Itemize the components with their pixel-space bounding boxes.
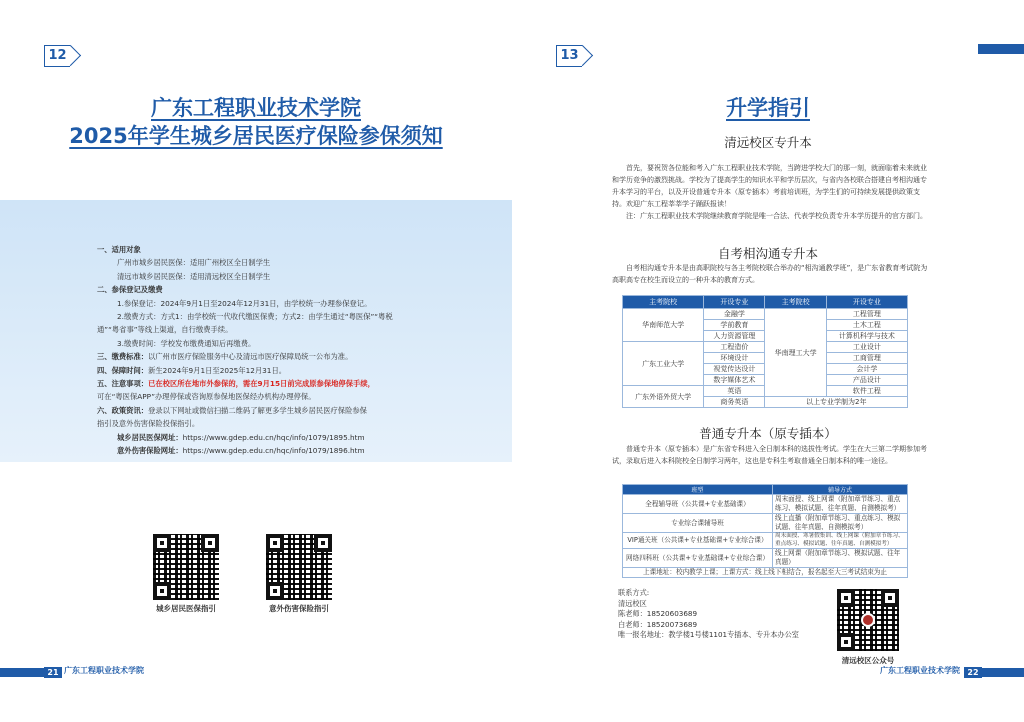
footer-page-number-left: 21 xyxy=(44,667,62,678)
class-address-cell: 上课地址：校内教学上课；上课方式：线上线下相结合，报名起至大三考试结束为止 xyxy=(623,568,908,578)
method-cell: 线上直播（附加章节练习、重点练习、模拟试题、往年真题、自测模拟考） xyxy=(773,514,908,533)
major-cell: 环境设计 xyxy=(704,353,765,364)
major-cell: 人力资源管理 xyxy=(704,331,765,342)
major-cell: 工商管理 xyxy=(826,353,907,364)
qr-label-accident: 意外伤害保险指引 xyxy=(269,604,329,613)
page-number-badge-right: 13 xyxy=(556,45,582,67)
major-cell: 土木工程 xyxy=(826,320,907,331)
major-cell: 计算机科学与技术 xyxy=(826,331,907,342)
note-paragraph: 注：广东工程职业技术学院继续教育学院是唯一合法、代表学校负责专升本学历提升的官方部门。 xyxy=(626,212,927,220)
footer-bar-right xyxy=(982,668,1024,677)
method-cell: 线上网课（附加章节练习、模拟试题、往年真题） xyxy=(773,549,908,568)
qr-label-qingyuan: 清远校区公众号 xyxy=(841,656,895,665)
notice-line: 指引及意外伤害保险投保指引。 xyxy=(97,419,200,429)
qr-label-medical: 城乡居民医保指引 xyxy=(156,604,216,613)
major-cell: 英语 xyxy=(704,386,765,397)
table-header: 开设专业 xyxy=(826,296,907,309)
class-type-cell: 专业综合课辅导班 xyxy=(623,514,773,533)
school-cell: 华南理工大学 xyxy=(765,309,826,397)
course-types-table xyxy=(622,484,908,578)
footer-bar-left xyxy=(0,668,44,677)
zikao-majors-table xyxy=(622,295,908,408)
notice-text: 新生2024年9月1日至2025年12月31日。 xyxy=(148,365,287,375)
major-cell: 数字媒体艺术 xyxy=(704,375,765,386)
duration-note-cell: 以上专业学制为2年 xyxy=(765,397,908,408)
notice-text: 以广州市医疗保险服务中心及清远市医疗保障局统一公布为准。 xyxy=(148,352,353,362)
major-cell: 工程管理 xyxy=(826,309,907,320)
school-cell: 广东工业大学 xyxy=(623,342,704,386)
notice-line: 3.缴费时间：学校发布缴费通知后再缴费。 xyxy=(117,338,256,348)
notice-line: 可在“粤医保APP”办理停保或咨询原参保地医保经办机构办理停保。 xyxy=(97,392,316,402)
corner-tab xyxy=(978,44,1024,54)
table-header: 辅导方式 xyxy=(773,485,908,495)
section-1-heading: 一、适用对象 xyxy=(97,245,141,254)
left-title-line1: 广东工程职业技术学院 xyxy=(151,96,361,120)
notice-line: 通”“粤省事”等线上渠道，自行缴费手续。 xyxy=(97,325,233,335)
insurance-notice xyxy=(97,243,427,458)
page-number-badge-left: 12 xyxy=(44,45,70,67)
major-cell: 商务英语 xyxy=(704,397,765,408)
putong-paragraph: 普通专升本（原专插本）是广东省专科进入全日制本科的选拔性考试。学生在大三第二学期参加考试，录取后进入本科院校全日制学习两年，这也是专科生考取普通全日制本科的唯一途径。 xyxy=(612,445,927,465)
section-title-putong: 普通专升本（原专插本） xyxy=(699,426,837,441)
major-cell: 产品设计 xyxy=(826,375,907,386)
insurance-link-url[interactable]: https://www.gdep.edu.cn/hqc/info/1079/1895.htm xyxy=(182,432,365,442)
left-title-line2: 2025年学生城乡居民医疗保险参保须知 xyxy=(69,124,443,148)
section-2-heading: 二、参保登记及缴费 xyxy=(97,285,163,295)
major-cell: 会计学 xyxy=(826,364,907,375)
link-label: 意外伤害保险网址： xyxy=(117,446,183,456)
intro-paragraph: 首先，要祝贺各位能和考入广东工程职业技术学院，当跨进学校大门的那一刻，就面临着未来就业和学历竞争的激烈挑战。学校为了提高学生的知识水平和学历层次，与省内各校联合搭建自考相沟通专升本学习的平台，以及开设普通专升本（原专插本）考前培训班，为学生们的可持续发展提供政策支持。欢迎广东工程莘莘学子踊跃报读！ xyxy=(612,164,927,208)
contact-address: 唯一报名地址：教学楼1号楼1101专插本、专升本办公室 xyxy=(618,630,799,640)
major-cell: 工业设计 xyxy=(826,342,907,353)
major-cell: 视觉传达设计 xyxy=(704,364,765,375)
notice-line: 1.参保登记：2024年9月1日至2024年12月31日，由学校统一办理参保登记。 xyxy=(117,298,372,308)
class-type-cell: 网络四科班（公共课+专业基础课+专业综合课） xyxy=(623,549,773,568)
method-cell: 周末面授、线上网课（附加章节练习、重点练习、模拟试题、往年真题、自测模拟考） xyxy=(773,495,908,514)
accident-link-url[interactable]: https://www.gdep.edu.cn/hqc/info/1079/1896.htm xyxy=(182,446,365,456)
zikao-paragraph: 自考相沟通专升本是由高职院校与各主考院校联合举办的“相沟通教学班”，是广东省教育考试院为高职高专在校生而设立的一种升本的教育方式。 xyxy=(612,264,928,284)
contact-label: 联系方式: xyxy=(618,588,650,597)
contact-campus: 清远校区 xyxy=(618,598,647,608)
table-header: 开设专业 xyxy=(704,296,765,309)
warning-text: 已在校区所在地市外参保的，需在9月15日前完成原参保地停保手续， xyxy=(148,379,375,389)
table-header: 主考院校 xyxy=(623,296,704,309)
notice-text: 登录以下网址或微信扫描二维码了解更多学生城乡居民医疗保险参保 xyxy=(148,405,367,415)
qr-code-accident xyxy=(266,534,332,600)
major-cell: 工程造价 xyxy=(704,342,765,353)
section-4-heading: 四、保障时间： xyxy=(97,365,149,375)
footer-school-name-left: 广东工程职业技术学院 xyxy=(64,666,144,675)
section-3-heading: 三、缴费标准： xyxy=(97,352,149,362)
section-5-heading: 五、注意事项： xyxy=(97,379,149,389)
footer-page-number-right: 22 xyxy=(964,667,982,678)
qr-code-qingyuan xyxy=(837,589,899,651)
footer-school-name-right: 广东工程职业技术学院 xyxy=(880,666,960,675)
table-header: 主考院校 xyxy=(765,296,826,309)
section-title-zikao: 自考相沟通专升本 xyxy=(717,246,818,261)
qr-code-medical xyxy=(153,534,219,600)
section-title-qingyuan: 清远校区专升本 xyxy=(724,135,812,150)
school-logo-icon xyxy=(861,613,875,627)
method-cell: 周末面授、寒暑假集训、线上网课（附加章节练习、重点练习、模拟试题、往年真题、自测模拟考） xyxy=(773,533,908,549)
class-type-cell: VIP通关班（公共课+专业基础课+专业综合课） xyxy=(623,533,773,549)
link-label: 城乡居民医保网址： xyxy=(117,432,183,442)
notice-line: 广州市城乡居民医保：适用广州校区全日制学生 xyxy=(117,258,271,268)
major-cell: 金融学 xyxy=(704,309,765,320)
right-title: 升学指引 xyxy=(726,96,810,120)
school-cell: 广东外语外贸大学 xyxy=(623,386,704,408)
major-cell: 软件工程 xyxy=(826,386,907,397)
table-header: 班型 xyxy=(623,485,773,495)
notice-line: 2.缴费方式：方式1：由学校统一代收代缴医保费；方式2：由学生通过“粤医保”“粤税 xyxy=(117,312,393,322)
major-cell: 学前教育 xyxy=(704,320,765,331)
notice-line: 清远市城乡居民医保：适用清远校区全日制学生 xyxy=(117,271,271,281)
contact-teacher-chen: 陈老师：18520603689 xyxy=(618,609,698,619)
section-6-heading: 六、政策资讯： xyxy=(97,405,149,415)
contact-teacher-bai: 白老师：18520073689 xyxy=(618,619,698,629)
class-type-cell: 全程辅导班（公共课+专业基础课） xyxy=(623,495,773,514)
contact-info xyxy=(618,588,799,641)
school-cell: 华南师范大学 xyxy=(623,309,704,342)
